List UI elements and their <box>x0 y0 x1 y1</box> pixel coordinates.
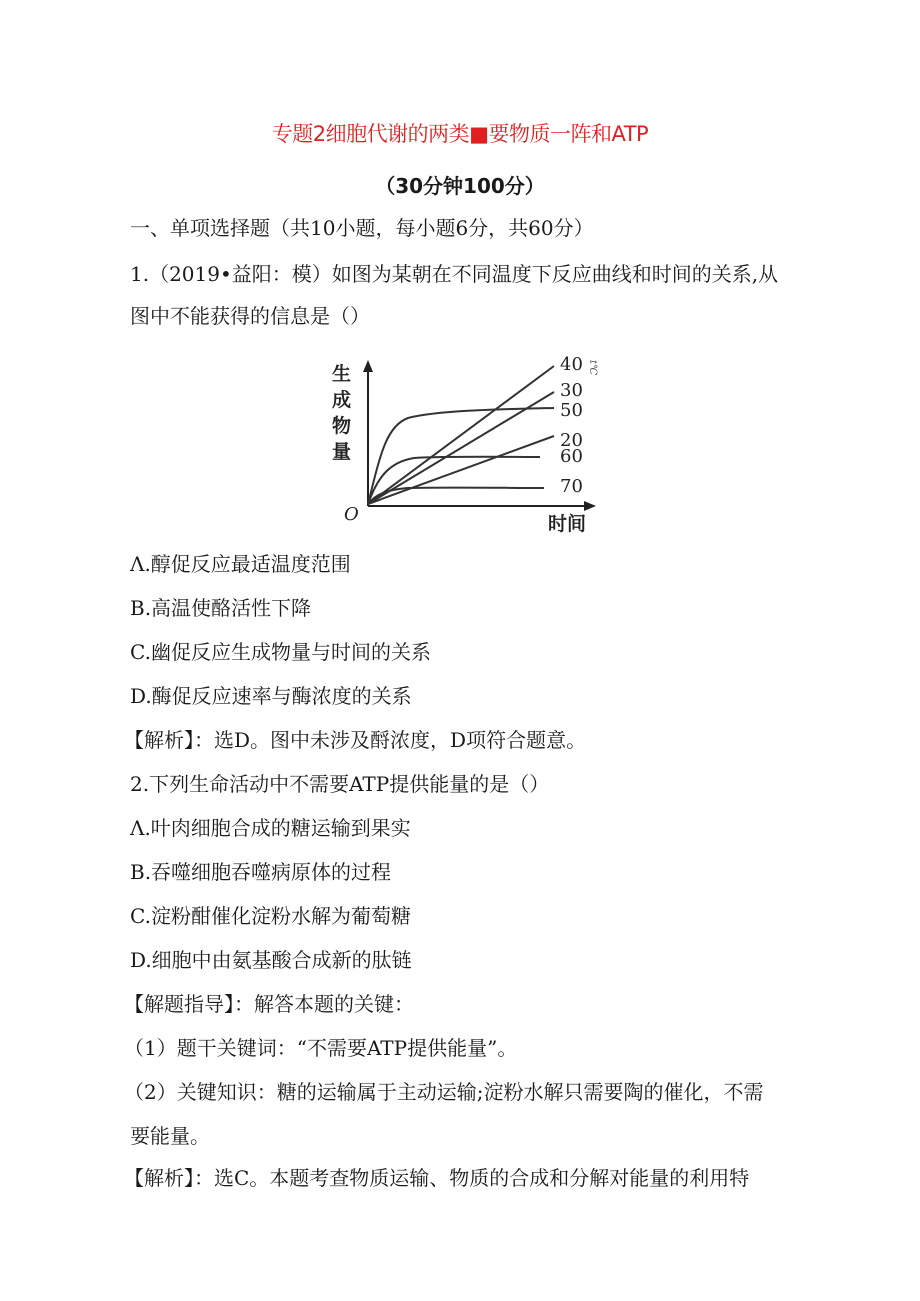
question-2-guide-heading: 【解题指导】：解答本题的关键： <box>124 992 414 1016</box>
question-2-option-d: D.细胞中由氨基酸合成新的肽链 <box>130 948 412 972</box>
curve-20 <box>368 436 554 504</box>
question-1-stem-line2: 图中不能获得的信息是（） <box>130 304 370 328</box>
document-title: 专题2细胞代谢的两类■要物质一阵和ATP <box>271 122 649 146</box>
question-2-guide-item-2-line1: （2）关键知识：糖的运输属于主动运输;淀粉水解只需要陶的催化，不需 <box>124 1080 764 1104</box>
question-1-option-b: B.高温使酪活性下降 <box>130 596 312 620</box>
ylabel-char-2: 成 <box>332 389 352 411</box>
ylabel-char-3: 物 <box>332 415 352 437</box>
origin-label: O <box>344 504 359 525</box>
question-1-analysis: 【解析】：选D。图中未涉及酹浓度，D项符合题意。 <box>124 728 587 752</box>
question-2-option-b: B.吞噬细胞吞噬病原体的过程 <box>130 860 392 884</box>
curve-label-60: 60 <box>560 446 583 467</box>
curve-label-50: 50 <box>560 400 583 421</box>
question-2-guide-item-2-line2: 要能量。 <box>130 1124 210 1148</box>
question-2-option-c: C.淀粉酣催化淀粉水解为葡萄糖 <box>130 904 411 928</box>
question-1-option-d: D.酶促反应速率与酶浓度的关系 <box>130 684 412 708</box>
curve-label-70: 70 <box>560 476 583 497</box>
xlabel: 时间 <box>548 513 587 535</box>
ylabel-char-1: 生 <box>332 363 352 385</box>
curve-label-30: 30 <box>560 380 583 401</box>
question-2-option-a: Λ.叶肉细胞合成的糖运输到果实 <box>130 816 411 840</box>
y-axis-arrow <box>363 360 373 372</box>
question-1-option-c: C.幽促反应生成物量与时间的关系 <box>130 640 431 664</box>
question-2-stem: 2.下列生命活动中不需要ATP提供能量的是（） <box>130 772 550 796</box>
ylabel-char-4: 量 <box>332 441 352 463</box>
curve-60 <box>368 457 540 504</box>
document-subtitle: （30分钟100分） <box>375 174 545 198</box>
curve-40 <box>368 366 554 504</box>
section-heading: 一、单项选择题（共10小题，每小题6分，共60分） <box>130 216 594 240</box>
curve-label-40: 40 <box>560 354 583 375</box>
question-2-guide-item-1: （1）题干关键词：“不需要ATP提供能量”。 <box>124 1036 518 1060</box>
side-scribble: t℃ <box>587 360 598 376</box>
curve-70 <box>368 488 544 504</box>
question-1-option-a: Λ.醇促反应最适温度范围 <box>130 552 351 576</box>
question-1-stem-line1: 1.（2019•益阳：模）如图为某朝在不同温度下反应曲线和时间的关系,从 <box>130 262 779 286</box>
reaction-curve-figure <box>328 346 604 536</box>
question-2-analysis: 【解析】：选C。本题考查物质运输、物质的合成和分解对能量的利用特 <box>124 1166 750 1190</box>
reaction-curve-svg <box>328 346 604 536</box>
curve-label-20: 20 <box>560 430 583 451</box>
x-axis-arrow <box>584 501 596 511</box>
